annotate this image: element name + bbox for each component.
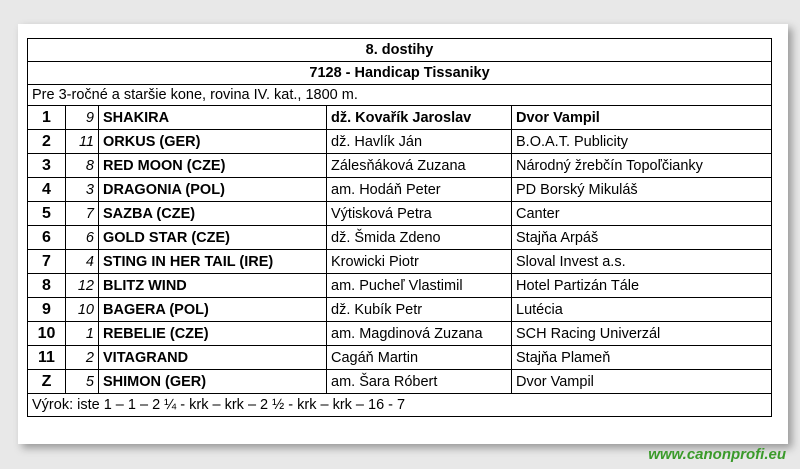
race-conditions: Pre 3-ročné a staršie kone, rovina IV. kat., 1800 m. bbox=[28, 85, 772, 106]
result-row bbox=[28, 226, 772, 250]
horse-name: REBELIE (CZE) bbox=[99, 322, 327, 346]
jockey-name: dž. Šmida Zdeno bbox=[327, 226, 512, 250]
start-number: 6 bbox=[66, 226, 99, 250]
start-number: 8 bbox=[66, 154, 99, 178]
finish-position: 5 bbox=[28, 202, 66, 226]
jockey-name: dž. Havlík Ján bbox=[327, 130, 512, 154]
race-results-table bbox=[27, 38, 772, 417]
finish-position: 2 bbox=[28, 130, 66, 154]
owner-name: SCH Racing Univerzál bbox=[512, 322, 772, 346]
owner-name: PD Borský Mikuláš bbox=[512, 178, 772, 202]
result-row bbox=[28, 202, 772, 226]
start-number: 11 bbox=[66, 130, 99, 154]
finish-position: 9 bbox=[28, 298, 66, 322]
result-row bbox=[28, 370, 772, 394]
horse-name: SAZBA (CZE) bbox=[99, 202, 327, 226]
jockey-name: Výtisková Petra bbox=[327, 202, 512, 226]
owner-name: Stajňa Arpáš bbox=[512, 226, 772, 250]
start-number: 9 bbox=[66, 106, 99, 130]
start-number: 10 bbox=[66, 298, 99, 322]
start-number: 3 bbox=[66, 178, 99, 202]
jockey-name: am. Šara Róbert bbox=[327, 370, 512, 394]
start-number: 12 bbox=[66, 274, 99, 298]
jockey-name: dž. Kovařík Jaroslav bbox=[327, 106, 512, 130]
horse-name: BAGERA (POL) bbox=[99, 298, 327, 322]
start-number: 7 bbox=[66, 202, 99, 226]
result-row bbox=[28, 298, 772, 322]
start-number: 4 bbox=[66, 250, 99, 274]
finish-position: 8 bbox=[28, 274, 66, 298]
result-row bbox=[28, 250, 772, 274]
watermark: www.canonprofi.eu bbox=[648, 446, 786, 463]
owner-name: B.O.A.T. Publicity bbox=[512, 130, 772, 154]
owner-name: Sloval Invest a.s. bbox=[512, 250, 772, 274]
finish-position: 4 bbox=[28, 178, 66, 202]
result-row bbox=[28, 106, 772, 130]
result-row bbox=[28, 178, 772, 202]
finish-position: 10 bbox=[28, 322, 66, 346]
horse-name: SHAKIRA bbox=[99, 106, 327, 130]
finish-position: 3 bbox=[28, 154, 66, 178]
result-row bbox=[28, 274, 772, 298]
finish-position: 6 bbox=[28, 226, 66, 250]
jockey-name: dž. Kubík Petr bbox=[327, 298, 512, 322]
horse-name: GOLD STAR (CZE) bbox=[99, 226, 327, 250]
horse-name: ORKUS (GER) bbox=[99, 130, 327, 154]
finish-position: 1 bbox=[28, 106, 66, 130]
start-number: 1 bbox=[66, 322, 99, 346]
owner-name: Dvor Vampil bbox=[512, 370, 772, 394]
result-note-row bbox=[28, 394, 772, 417]
jockey-name: am. Magdinová Zuzana bbox=[327, 322, 512, 346]
horse-name: RED MOON (CZE) bbox=[99, 154, 327, 178]
horse-name: VITAGRAND bbox=[99, 346, 327, 370]
start-number: 2 bbox=[66, 346, 99, 370]
jockey-name: Krowicki Piotr bbox=[327, 250, 512, 274]
horse-name: STING IN HER TAIL (IRE) bbox=[99, 250, 327, 274]
result-row bbox=[28, 322, 772, 346]
finish-position: 7 bbox=[28, 250, 66, 274]
horse-name: BLITZ WIND bbox=[99, 274, 327, 298]
start-number: 5 bbox=[66, 370, 99, 394]
owner-name: Lutécia bbox=[512, 298, 772, 322]
result-note: Výrok: iste 1 – 1 – 2 ¼ - krk – krk – 2 ½ - krk – krk – 16 - 7 bbox=[28, 394, 772, 417]
owner-name: Canter bbox=[512, 202, 772, 226]
results-card bbox=[18, 24, 788, 444]
result-row bbox=[28, 346, 772, 370]
race-number-title: 8. dostihy bbox=[28, 39, 772, 62]
horse-name: DRAGONIA (POL) bbox=[99, 178, 327, 202]
jockey-name: Zálesňáková Zuzana bbox=[327, 154, 512, 178]
finish-position: 11 bbox=[28, 346, 66, 370]
race-name: 7128 - Handicap Tissaniky bbox=[28, 62, 772, 85]
result-row bbox=[28, 154, 772, 178]
finish-position: Z bbox=[28, 370, 66, 394]
owner-name: Národný žrebčín Topoľčianky bbox=[512, 154, 772, 178]
owner-name: Stajňa Plameň bbox=[512, 346, 772, 370]
horse-name: SHIMON (GER) bbox=[99, 370, 327, 394]
jockey-name: am. Pucheľ Vlastimil bbox=[327, 274, 512, 298]
jockey-name: am. Hodáň Peter bbox=[327, 178, 512, 202]
owner-name: Dvor Vampil bbox=[512, 106, 772, 130]
owner-name: Hotel Partizán Tále bbox=[512, 274, 772, 298]
result-row bbox=[28, 130, 772, 154]
jockey-name: Cagáň Martin bbox=[327, 346, 512, 370]
